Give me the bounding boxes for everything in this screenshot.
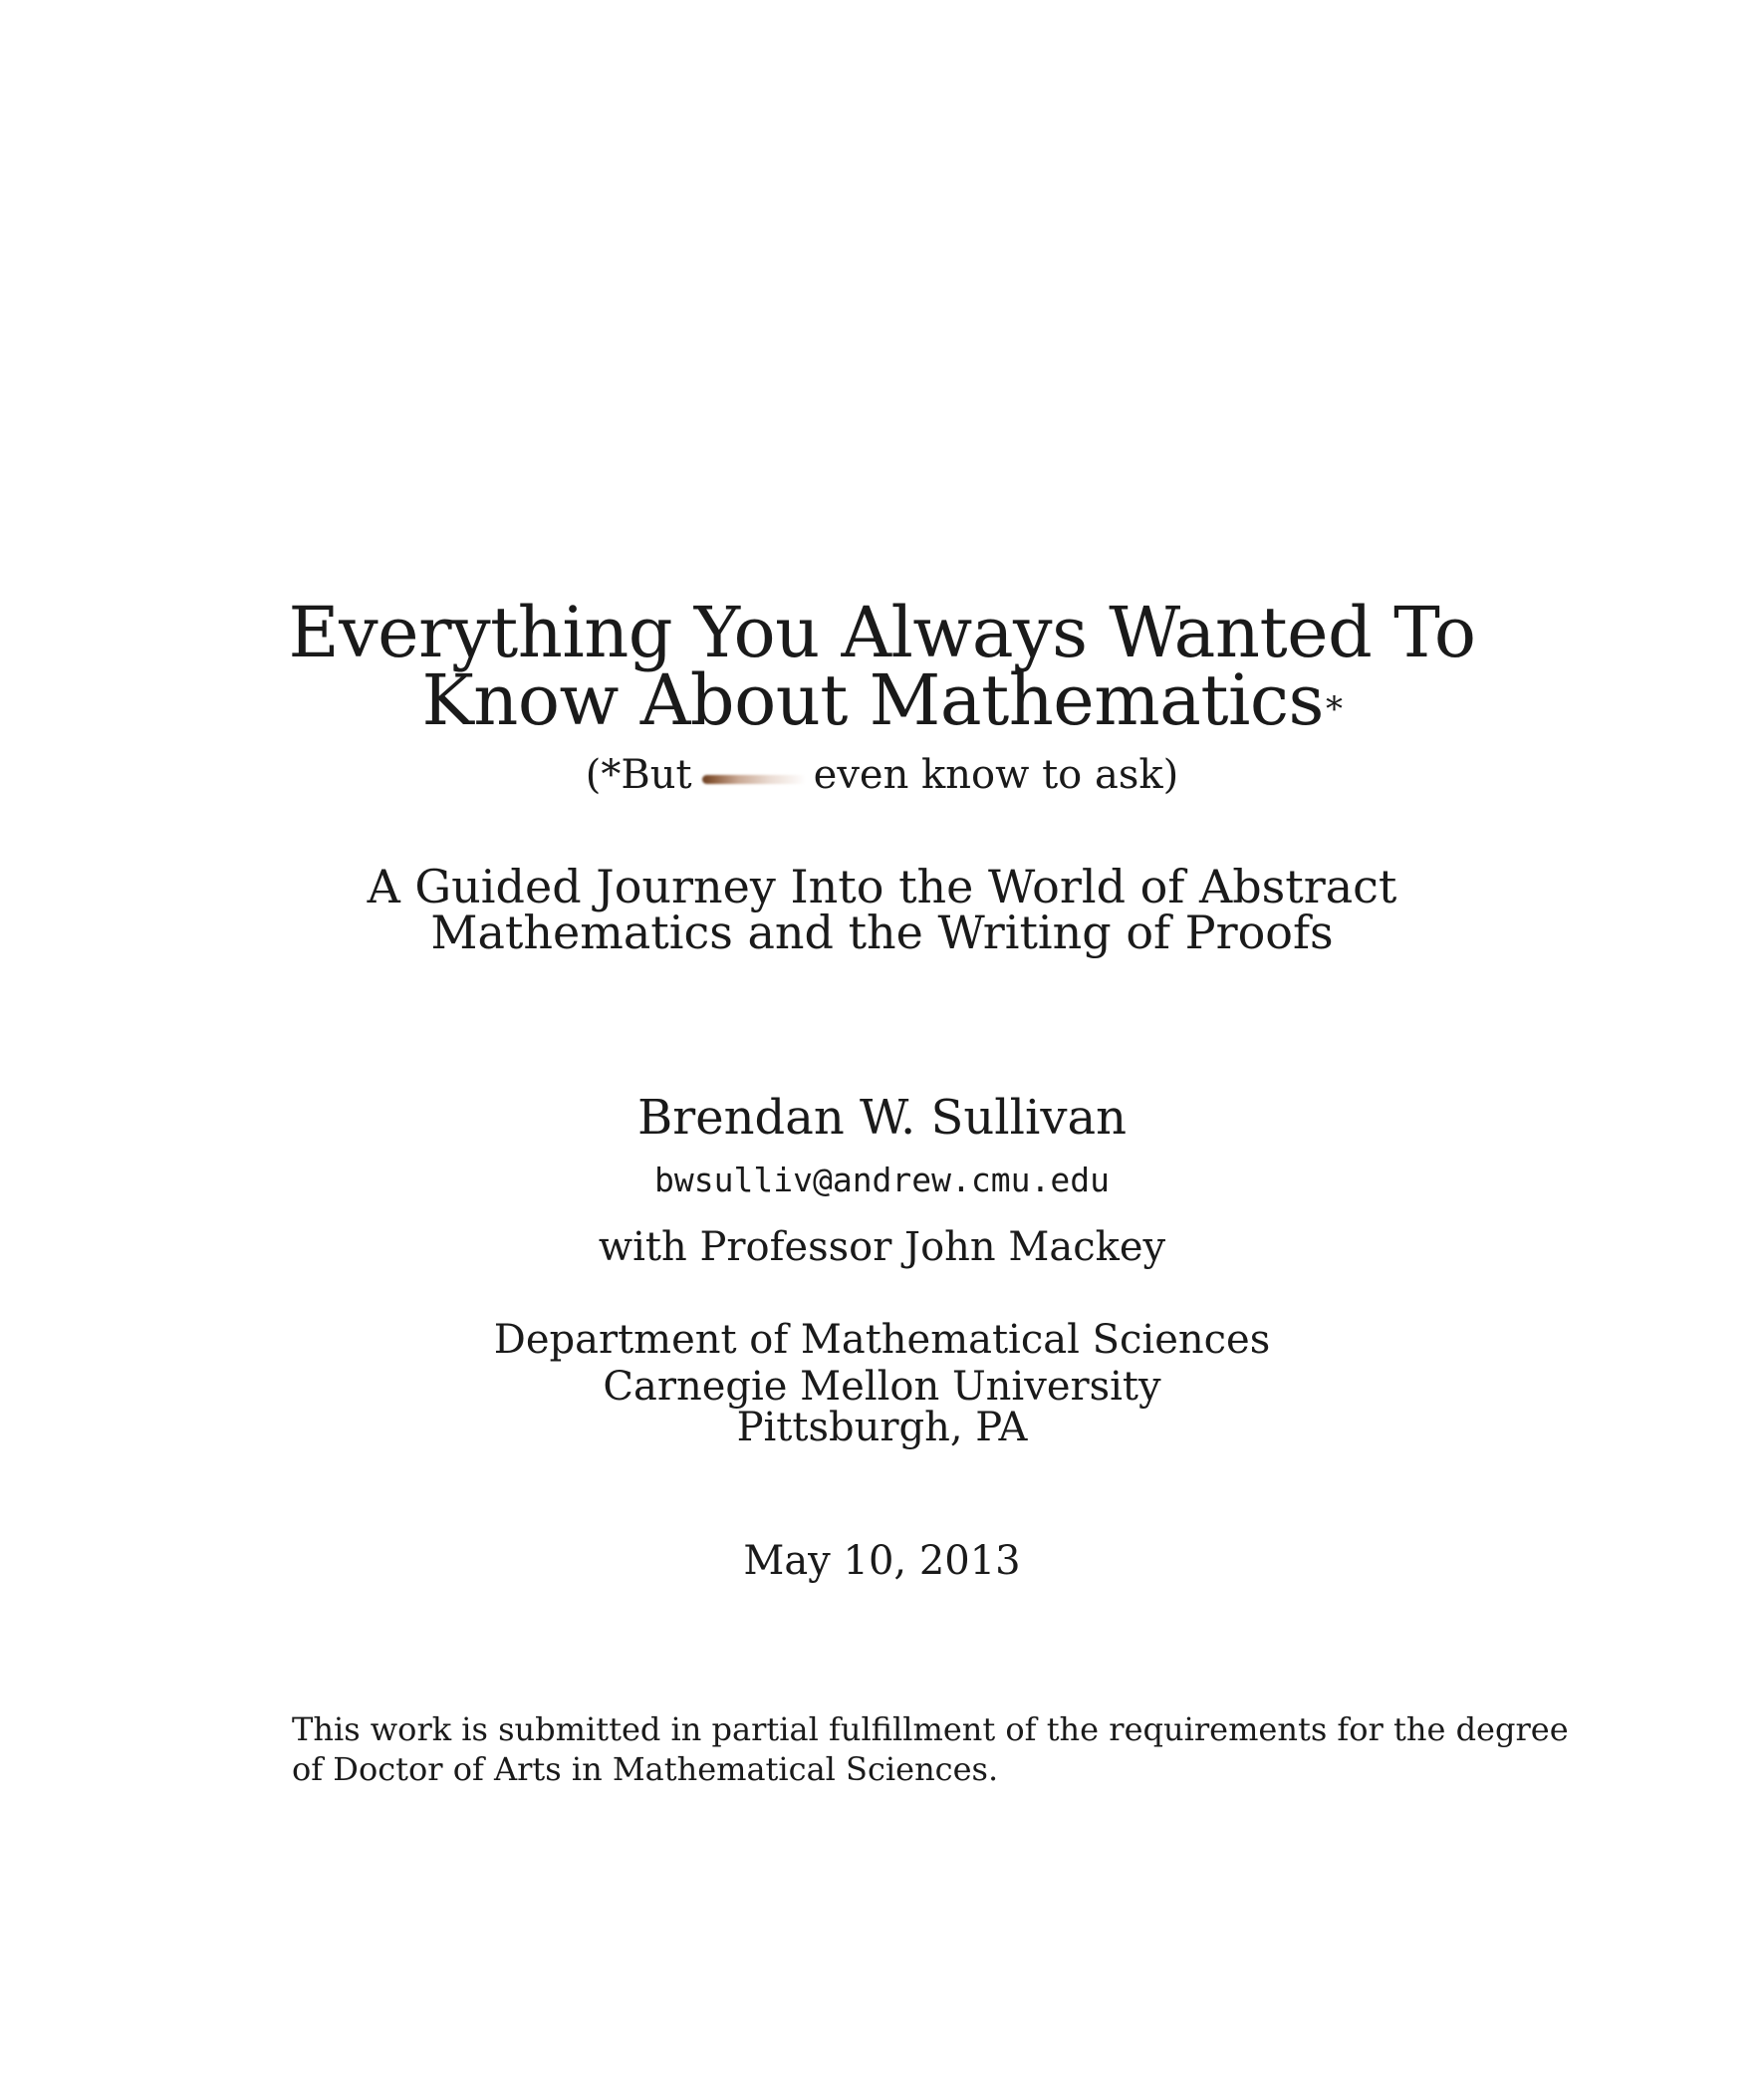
title-line-2 — [0, 659, 1764, 741]
advisor-text: with Professor John Mackey — [598, 1224, 1166, 1270]
title-line-1 — [0, 592, 1764, 673]
subtitle-line-2 — [0, 906, 1764, 959]
submission-note-line-2-text: of Doctor of Arts in Mathematical Sciences. — [292, 1750, 999, 1788]
advisor-line — [0, 1224, 1764, 1270]
tagline-before: (*But — [585, 752, 692, 798]
redaction-smear — [698, 758, 808, 798]
author-email — [0, 1161, 1764, 1199]
tagline — [0, 752, 1764, 798]
location-text: Pittsburgh, PA — [736, 1405, 1028, 1450]
tagline-after: even know to ask) — [813, 752, 1179, 798]
submission-note-line-2 — [292, 1750, 1487, 1788]
department-text: Department of Mathematical Sciences — [493, 1317, 1271, 1363]
title-line-2-text: Know About Mathematics — [421, 659, 1324, 741]
submission-note-line-1-text: This work is submitted in partial fulfillment of the requirements for the degree — [292, 1710, 1569, 1748]
department — [0, 1317, 1764, 1363]
university-text: Carnegie Mellon University — [603, 1364, 1161, 1410]
submission-note-line-1 — [292, 1710, 1569, 1748]
university — [0, 1364, 1764, 1410]
subtitle-line-2-text: Mathematics and the Writing of Proofs — [430, 906, 1334, 959]
date — [0, 1538, 1764, 1584]
author-email-text: bwsulliv@andrew.cmu.edu — [654, 1161, 1110, 1199]
title-line-1-text: Everything You Always Wanted To — [288, 592, 1476, 673]
title-asterisk: * — [1325, 689, 1343, 729]
subtitle-line-1-text: A Guided Journey Into the World of Abstract — [367, 860, 1397, 913]
subtitle-line-1 — [0, 860, 1764, 913]
author-name-text: Brendan W. Sullivan — [636, 1090, 1127, 1146]
author-name — [0, 1090, 1764, 1146]
location — [0, 1405, 1764, 1450]
date-text: May 10, 2013 — [743, 1538, 1021, 1584]
